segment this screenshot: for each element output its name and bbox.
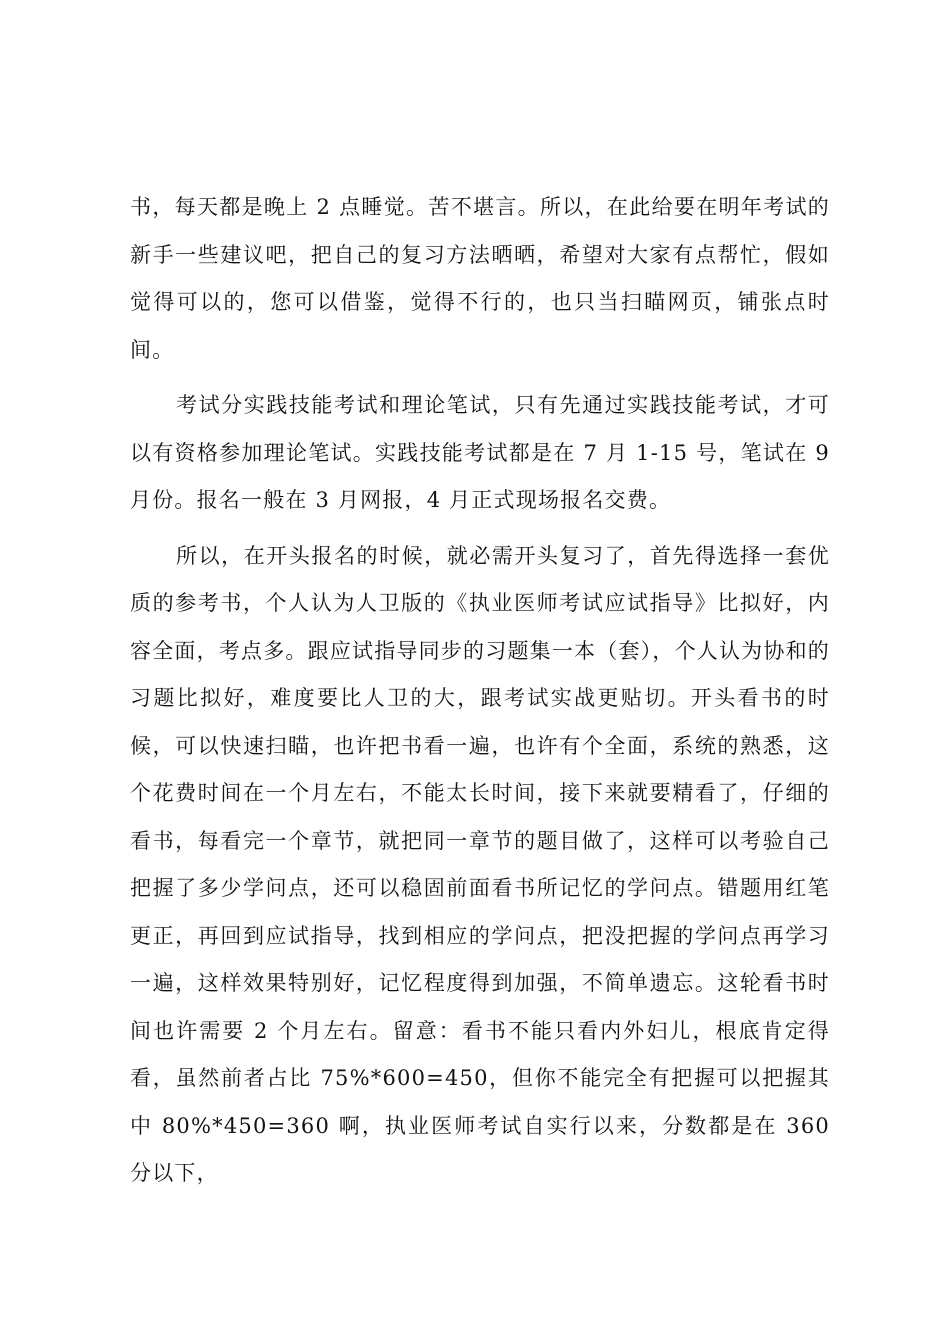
paragraph-2: 考试分实践技能考试和理论笔试，只有先通过实践技能考试，才可以有资格参加理论笔试。实践技能考试都是在 7 月 1-15 号，笔试在 9 月份。报名一般在 3 月网报，4 月正式现场报名交费。: [130, 393, 830, 512]
paragraph-1: 书，每天都是晚上 2 点睡觉。苦不堪言。所以，在此给要在明年考试的新手一些建议吧，把自己的复习方法晒晒，希望对大家有点帮忙，假如觉得可以的，您可以借鉴，觉得不行的，也只当扫瞄网页，铺张点时间。: [130, 195, 830, 362]
document-body: [130, 184, 830, 1206]
paragraph-3: 所以，在开头报名的时候，就必需开头复习了，首先得选择一套优质的参考书，个人认为人卫版的《执业医师考试应试指导》比拟好，内容全面，考点多。跟应试指导同步的习题集一本（套），个人认为协和的习题比拟好，难度要比人卫的大，跟考试实战更贴切。开头看书的时候，可以快速扫瞄，也许把书看一遍，也许有个全面，系统的熟悉，这个花费时间在一个月左右，不能太长时间，接下来就要精看了，仔细的看书，每看完一个章节，就把同一章节的题目做了，这样可以考验自己把握了多少学问点，还可以稳固前面看书所记忆的学问点。错题用红笔更正，再回到应试指导，找到相应的学问点，把没把握的学问点再学习一遍，这样效果特别好，记忆程度得到加强，不简单遗忘。这轮看书时间也许需要 2 个月左右。留意：看书不能只看内外妇儿，根底肯定得看，虽然前者占比 75%*600=450，但你不能完全有把握可以把握其中 80%*450=360 啊，执业医师考试自实行以来，分数都是在 360 分以下，: [130, 543, 830, 1185]
